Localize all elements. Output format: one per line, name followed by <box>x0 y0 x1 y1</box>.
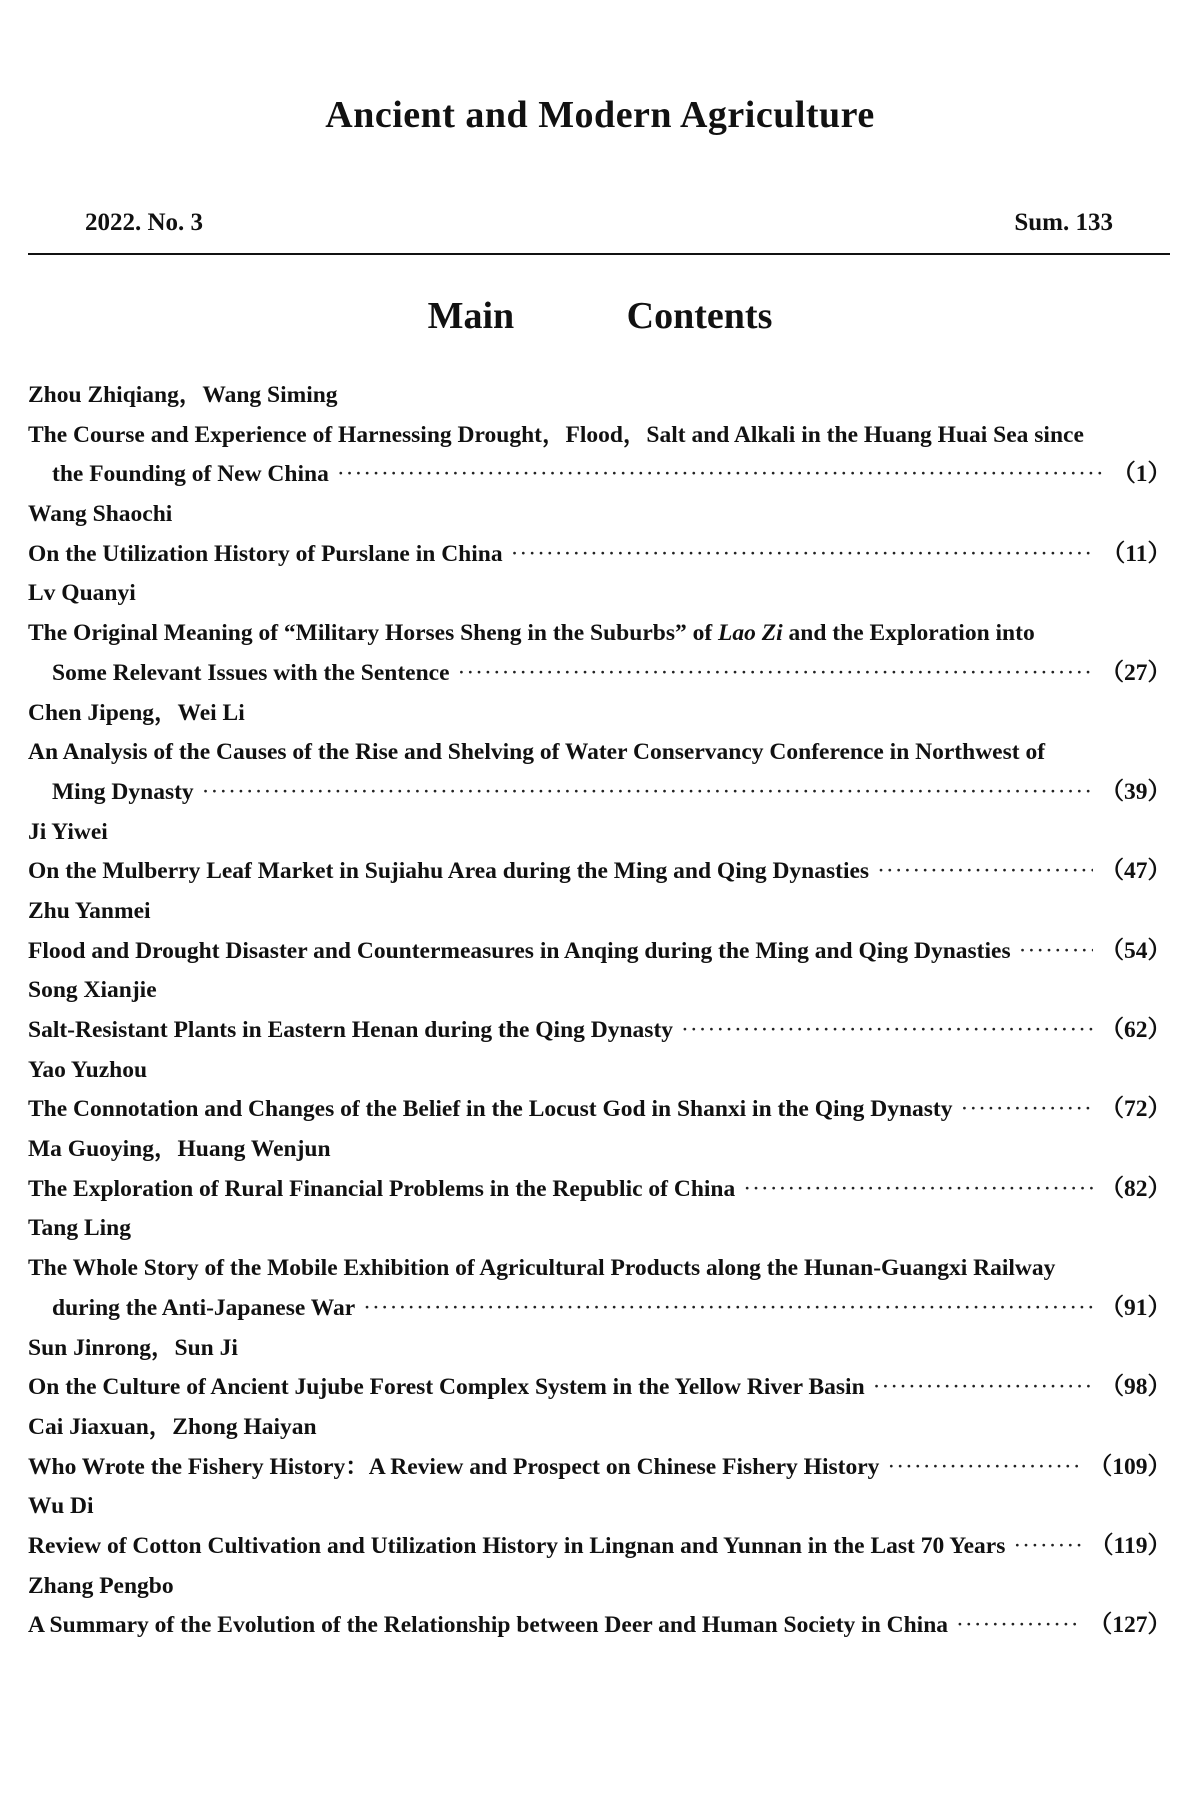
toc-authors: Cai Jiaxuan，Zhong Haiyan <box>28 1413 317 1440</box>
toc-title-continuation: Some Relevant Issues with the Sentence <box>52 659 450 686</box>
toc-title[interactable]: An Analysis of the Causes of the Rise and Shelving of Water Conservancy Conference in Northwest of <box>28 739 1046 766</box>
toc-authors: Sun Jinrong，Sun Ji <box>28 1334 238 1361</box>
toc-title: Review of Cotton Cultivation and Utilization History in Lingnan and Yunnan in the Last 70 Years <box>28 1532 1006 1559</box>
toc-title: Salt-Resistant Plants in Eastern Henan during the Qing Dynasty <box>28 1017 674 1043</box>
dot-leader <box>743 1170 1092 1210</box>
toc-page-number: （82） <box>1100 1175 1171 1202</box>
toc-page-number: （47） <box>1100 858 1171 885</box>
toc-entry[interactable] <box>28 773 1171 813</box>
toc-authors: Tang Ling <box>28 1215 131 1242</box>
toc-page-number: （119） <box>1090 1532 1171 1559</box>
toc-authors: Lv Quanyi <box>28 580 136 607</box>
toc-page-number: （72） <box>1100 1096 1171 1123</box>
toc-entry[interactable] <box>28 455 1171 495</box>
toc-title: The Connotation and Changes of the Belief in the Locust God in Shanxi in the Qing Dynasty <box>28 1096 953 1123</box>
toc-title[interactable]: The Course and Experience of Harnessing Drought，Flood，Salt and Alkali in the Huang Huai Sea since <box>28 421 1084 448</box>
toc-page-number: （39） <box>1100 778 1171 805</box>
dot-leader <box>458 654 1093 694</box>
toc-page-number: （98） <box>1100 1374 1171 1401</box>
toc-authors: Yao Yuzhou <box>28 1056 148 1083</box>
toc-entry[interactable] <box>28 1090 1171 1130</box>
toc-authors: Wang Shaochi <box>28 501 173 528</box>
dot-leader <box>511 535 1094 575</box>
toc-entry[interactable] <box>28 1170 1171 1210</box>
toc-page-number: （91） <box>1100 1294 1171 1321</box>
dot-leader <box>681 1011 1092 1051</box>
issue-number: 2022. No. 3 <box>85 209 204 236</box>
toc-page-number: （127） <box>1088 1612 1171 1639</box>
toc-entry[interactable] <box>28 1368 1171 1408</box>
dot-leader <box>1019 932 1093 972</box>
toc-title-part: The Original Meaning of “Military Horses Sheng in the Suburbs” of <box>28 620 719 647</box>
toc-authors: Zhu Yanmei <box>28 897 151 924</box>
table-of-contents <box>28 376 1171 1646</box>
toc-page-number: （1） <box>1112 461 1171 488</box>
toc-entry[interactable] <box>28 1448 1171 1488</box>
toc-title[interactable]: The Whole Story of the Mobile Exhibition of Agricultural Products along the Hunan-Guangxi Railway <box>28 1255 1056 1282</box>
toc-title[interactable] <box>28 614 1171 654</box>
issue-sum: Sum. 133 <box>1014 209 1113 236</box>
toc-page-number: （27） <box>1100 659 1171 686</box>
toc-title: On the Mulberry Leaf Market in Sujiahu Area during the Ming and Qing Dynasties <box>28 858 870 885</box>
dot-leader <box>1013 1527 1082 1567</box>
dot-leader <box>337 455 1104 495</box>
toc-authors: Zhang Pengbo <box>28 1572 174 1599</box>
dot-leader <box>873 1368 1093 1408</box>
toc-entry[interactable] <box>28 1289 1171 1329</box>
toc-entry[interactable] <box>28 1527 1171 1567</box>
toc-title-continuation: during the Anti-Japanese War <box>52 1294 356 1321</box>
dot-leader <box>202 773 1093 813</box>
toc-title: Flood and Drought Disaster and Countermeasures in Anqing during the Ming and Qing Dynasties <box>28 937 1011 964</box>
toc-page-number: （62） <box>1100 1017 1171 1043</box>
toc-title-continuation: Ming Dynasty <box>52 778 194 805</box>
toc-entry[interactable] <box>28 1606 1171 1646</box>
toc-entry[interactable] <box>28 852 1171 892</box>
toc-title: The Exploration of Rural Financial Problems in the Republic of China <box>28 1175 736 1202</box>
dot-leader <box>877 852 1092 892</box>
toc-title-italic: Lao Zi <box>718 620 783 647</box>
toc-authors: Chen Jipeng，Wei Li <box>28 699 245 726</box>
toc-entry[interactable] <box>28 654 1171 694</box>
dot-leader <box>956 1606 1081 1646</box>
toc-authors: Wu Di <box>28 1493 94 1520</box>
toc-title: On the Utilization History of Purslane in China <box>28 540 503 567</box>
dot-leader <box>961 1090 1093 1130</box>
toc-entry[interactable] <box>28 535 1171 575</box>
toc-authors: Zhou Zhiqiang，Wang Siming <box>28 382 338 408</box>
dot-leader <box>363 1289 1092 1329</box>
toc-authors: Ji Yiwei <box>28 818 108 845</box>
toc-authors: Ma Guoying，Huang Wenjun <box>28 1136 331 1163</box>
toc-title-part: and the Exploration into <box>782 620 1035 647</box>
issue-info-row <box>28 209 1170 255</box>
dot-leader <box>887 1448 1080 1488</box>
toc-page-number: （109） <box>1088 1453 1171 1480</box>
toc-page-number: （11） <box>1101 540 1171 567</box>
toc-entry[interactable] <box>28 1011 1171 1051</box>
toc-title: On the Culture of Ancient Jujube Forest Complex System in the Yellow River Basin <box>28 1374 865 1401</box>
toc-title-continuation: the Founding of New China <box>52 461 329 488</box>
journal-title: Ancient and Modern Agriculture <box>325 94 875 136</box>
toc-title: Who Wrote the Fishery History：A Review and Prospect on Chinese Fishery History <box>28 1453 880 1480</box>
contents-heading: Main Contents <box>427 295 773 337</box>
toc-entry[interactable] <box>28 932 1171 972</box>
toc-page-number: （54） <box>1100 937 1171 964</box>
toc-authors: Song Xianjie <box>28 977 157 1004</box>
toc-title: A Summary of the Evolution of the Relationship between Deer and Human Society in China <box>28 1612 949 1639</box>
